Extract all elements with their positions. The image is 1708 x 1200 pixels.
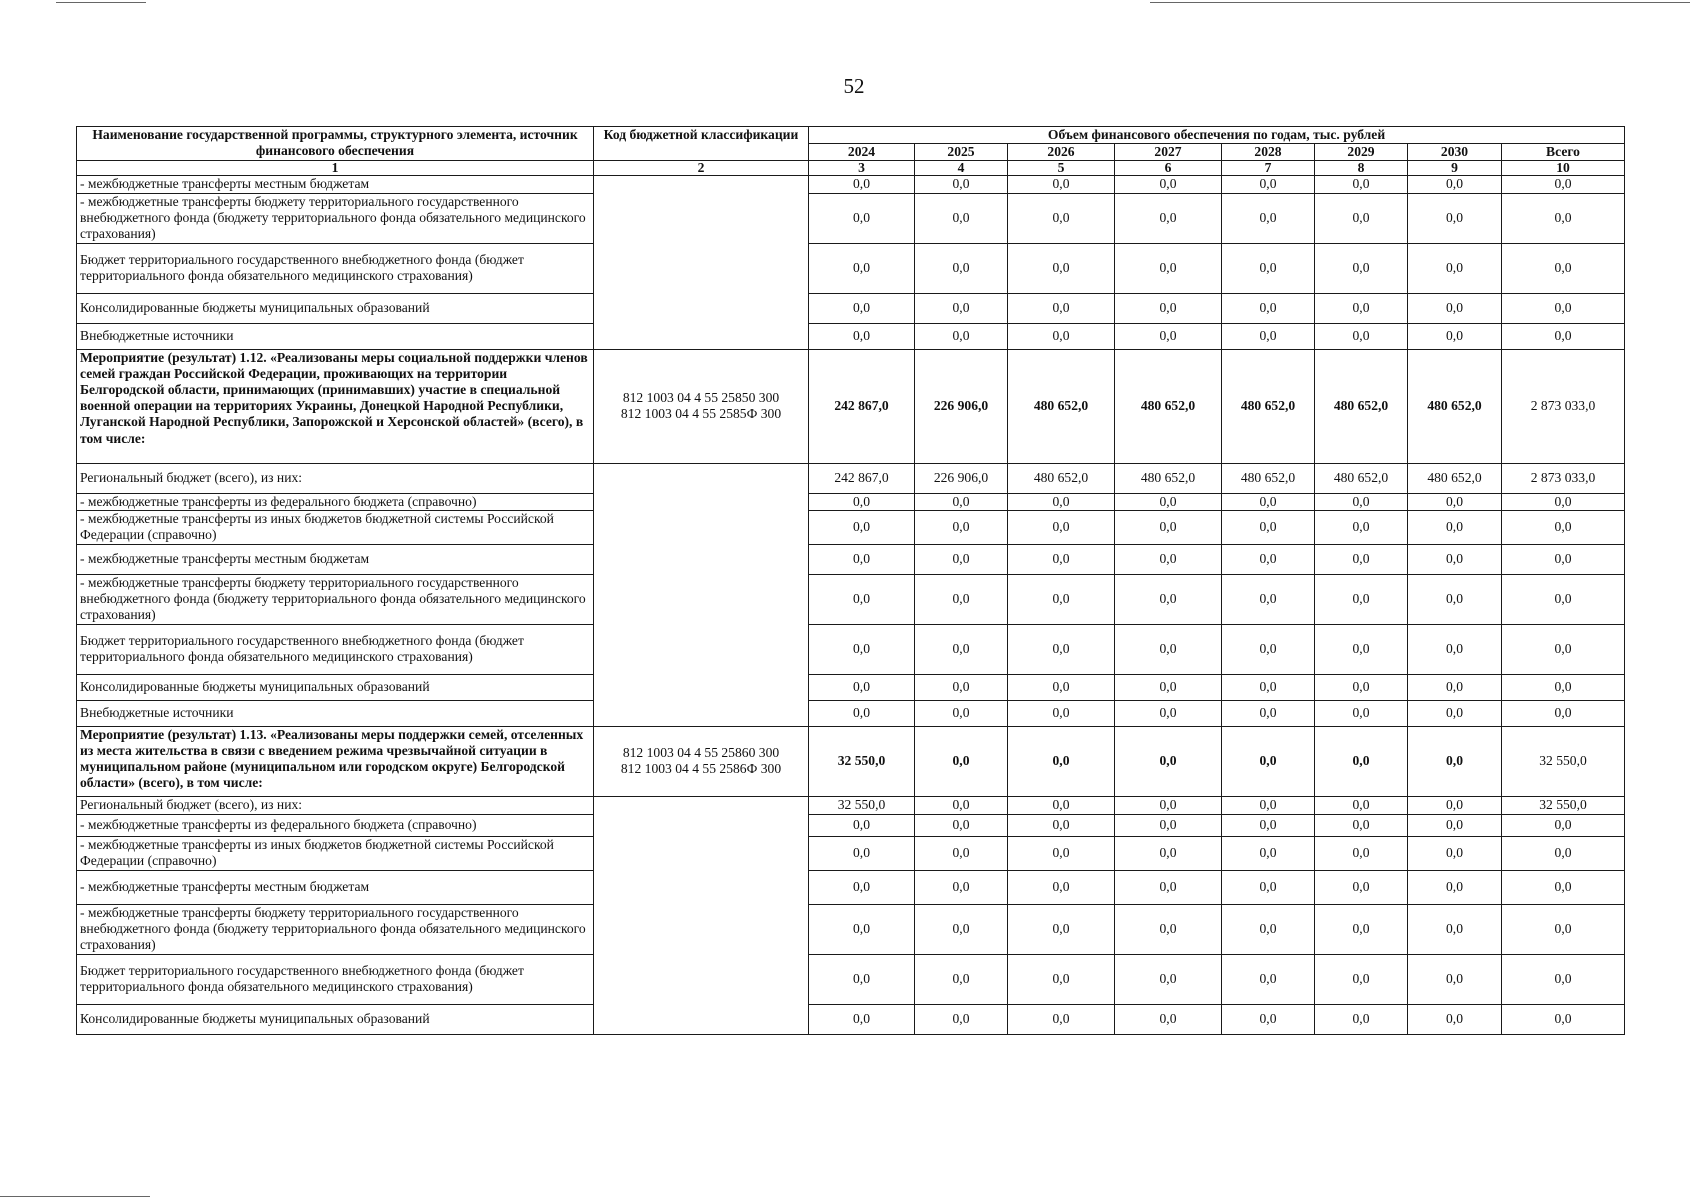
year-value: 0,0 [809, 954, 915, 1004]
year-value: 0,0 [1315, 904, 1408, 954]
year-value: 0,0 [1115, 1004, 1222, 1034]
year-value: 0,0 [1115, 176, 1222, 193]
table-row [77, 726, 1625, 796]
code-cell-empty [594, 463, 809, 726]
table-row [77, 796, 1625, 814]
row-name: - межбюджетные трансферты бюджету территориального государственного внебюджетного фонда (бюджету территориального фонда обязательного медицинского страхования) [77, 193, 594, 243]
table-row [77, 836, 1625, 870]
year-value: 0,0 [1222, 293, 1315, 323]
year-value: 0,0 [1008, 510, 1115, 544]
year-value: 480 652,0 [1222, 349, 1315, 463]
year-value: 0,0 [1408, 544, 1502, 574]
table-row [77, 463, 1625, 493]
financing-table [76, 126, 1625, 1035]
year-value: 0,0 [1222, 323, 1315, 349]
column-index: 2 [594, 161, 809, 176]
table-row [77, 624, 1625, 674]
year-value: 0,0 [809, 624, 915, 674]
table-row [77, 954, 1625, 1004]
total-value: 0,0 [1502, 674, 1625, 700]
scan-edge-line [0, 1196, 150, 1197]
year-value: 0,0 [1222, 870, 1315, 904]
table-row [77, 700, 1625, 726]
year-value: 242 867,0 [809, 349, 915, 463]
total-value: 0,0 [1502, 1004, 1625, 1034]
header-year: 2025 [915, 144, 1008, 161]
year-value: 0,0 [915, 510, 1008, 544]
year-value: 0,0 [1315, 954, 1408, 1004]
column-index: 1 [77, 161, 594, 176]
table-row [77, 574, 1625, 624]
year-value: 0,0 [1115, 493, 1222, 510]
year-value: 0,0 [1408, 700, 1502, 726]
year-value: 0,0 [1008, 176, 1115, 193]
year-value: 0,0 [809, 836, 915, 870]
table-row [77, 243, 1625, 293]
year-value: 0,0 [809, 323, 915, 349]
year-value: 0,0 [1222, 814, 1315, 836]
budget-code: 812 1003 04 4 55 25850 300 812 1003 04 4 55 2585Ф 300 [594, 349, 809, 463]
year-value: 0,0 [1115, 700, 1222, 726]
column-index: 10 [1502, 161, 1625, 176]
year-value: 0,0 [1222, 836, 1315, 870]
year-value: 0,0 [1408, 814, 1502, 836]
total-value: 32 550,0 [1502, 796, 1625, 814]
table-row [77, 176, 1625, 193]
year-value: 0,0 [1008, 836, 1115, 870]
year-value: 0,0 [1408, 323, 1502, 349]
year-value: 0,0 [915, 700, 1008, 726]
year-value: 0,0 [809, 814, 915, 836]
year-value: 0,0 [1408, 510, 1502, 544]
table-row [77, 814, 1625, 836]
row-name: Региональный бюджет (всего), из них: [77, 463, 594, 493]
year-value: 226 906,0 [915, 463, 1008, 493]
row-name: - межбюджетные трансферты из федерального бюджета (справочно) [77, 493, 594, 510]
year-value: 0,0 [1115, 904, 1222, 954]
year-value: 0,0 [915, 624, 1008, 674]
year-value: 0,0 [1008, 624, 1115, 674]
year-value: 0,0 [1315, 674, 1408, 700]
year-value: 0,0 [915, 904, 1008, 954]
page-number: 52 [843, 74, 865, 98]
measure-name: Мероприятие (результат) 1.13. «Реализованы меры поддержки семей, отселенных из места жительства в связи с введением режима чрезвычайной ситуации в муниципальном районе (муниципальном или городском округе) Белгородской области» (всего), в том числе: [77, 726, 594, 796]
header-index-row [77, 161, 1625, 176]
scan-edge-line [1150, 2, 1690, 3]
year-value: 480 652,0 [1008, 463, 1115, 493]
column-index: 3 [809, 161, 915, 176]
year-value: 0,0 [1222, 796, 1315, 814]
year-value: 226 906,0 [915, 349, 1008, 463]
total-value: 0,0 [1502, 544, 1625, 574]
year-value: 0,0 [1008, 493, 1115, 510]
year-value: 0,0 [809, 243, 915, 293]
year-value: 0,0 [1008, 796, 1115, 814]
year-value: 0,0 [1315, 1004, 1408, 1034]
year-value: 0,0 [915, 796, 1008, 814]
header-year: 2027 [1115, 144, 1222, 161]
year-value: 0,0 [915, 193, 1008, 243]
header-row [77, 127, 1625, 144]
total-value: 0,0 [1502, 323, 1625, 349]
row-name: - межбюджетные трансферты местным бюджетам [77, 870, 594, 904]
year-value: 0,0 [1408, 243, 1502, 293]
year-value: 0,0 [809, 193, 915, 243]
year-value: 0,0 [809, 700, 915, 726]
total-value: 0,0 [1502, 954, 1625, 1004]
year-value: 0,0 [1408, 293, 1502, 323]
row-name: - межбюджетные трансферты местным бюджетам [77, 544, 594, 574]
year-value: 0,0 [1008, 293, 1115, 323]
scan-edge-line [56, 2, 146, 3]
year-value: 0,0 [1408, 870, 1502, 904]
year-value: 0,0 [1222, 674, 1315, 700]
year-value: 0,0 [1008, 726, 1115, 796]
row-name: Бюджет территориального государственного внебюджетного фонда (бюджет территориального фонда обязательного медицинского страхования) [77, 243, 594, 293]
year-value: 0,0 [1315, 624, 1408, 674]
year-value: 0,0 [1315, 700, 1408, 726]
total-value: 0,0 [1502, 176, 1625, 193]
year-value: 0,0 [1315, 870, 1408, 904]
year-value: 0,0 [1315, 836, 1408, 870]
year-value: 0,0 [1008, 954, 1115, 1004]
table-row [77, 493, 1625, 510]
year-value: 242 867,0 [809, 463, 915, 493]
total-value: 0,0 [1502, 836, 1625, 870]
header-code: Код бюджетной классификации [594, 127, 809, 161]
year-value: 0,0 [1008, 243, 1115, 293]
year-value: 0,0 [1222, 904, 1315, 954]
year-value: 0,0 [1008, 674, 1115, 700]
year-value: 0,0 [915, 243, 1008, 293]
year-value: 0,0 [1115, 293, 1222, 323]
row-name: Бюджет территориального государственного внебюджетного фонда (бюджет территориального фонда обязательного медицинского страхования) [77, 624, 594, 674]
year-value: 0,0 [1315, 243, 1408, 293]
total-value: 32 550,0 [1502, 726, 1625, 796]
total-value: 0,0 [1502, 243, 1625, 293]
year-value: 0,0 [1115, 243, 1222, 293]
year-value: 0,0 [1115, 574, 1222, 624]
year-value: 0,0 [1408, 176, 1502, 193]
column-index: 8 [1315, 161, 1408, 176]
year-value: 0,0 [809, 293, 915, 323]
year-value: 0,0 [915, 293, 1008, 323]
year-value: 480 652,0 [1315, 349, 1408, 463]
total-value: 0,0 [1502, 493, 1625, 510]
year-value: 0,0 [915, 836, 1008, 870]
header-name: Наименование государственной программы, структурного элемента, источник финансового обеспечения [77, 127, 594, 161]
year-value: 0,0 [1008, 700, 1115, 726]
row-name: - межбюджетные трансферты бюджету территориального государственного внебюджетного фонда (бюджету территориального фонда обязательного медицинского страхования) [77, 574, 594, 624]
year-value: 0,0 [1315, 493, 1408, 510]
year-value: 0,0 [915, 1004, 1008, 1034]
row-name: Внебюджетные источники [77, 700, 594, 726]
header-year: 2030 [1408, 144, 1502, 161]
year-value: 0,0 [809, 674, 915, 700]
row-name: Региональный бюджет (всего), из них: [77, 796, 594, 814]
table-row [77, 349, 1625, 463]
year-value: 0,0 [809, 493, 915, 510]
year-value: 0,0 [809, 574, 915, 624]
year-value: 0,0 [1115, 544, 1222, 574]
year-value: 0,0 [809, 510, 915, 544]
year-value: 0,0 [1008, 323, 1115, 349]
total-value: 0,0 [1502, 293, 1625, 323]
year-value: 0,0 [1315, 574, 1408, 624]
year-value: 0,0 [1222, 193, 1315, 243]
year-value: 0,0 [915, 574, 1008, 624]
year-value: 0,0 [1115, 510, 1222, 544]
column-index: 9 [1408, 161, 1502, 176]
row-name: - межбюджетные трансферты местным бюджетам [77, 176, 594, 193]
header-year: 2024 [809, 144, 915, 161]
year-value: 0,0 [1115, 193, 1222, 243]
year-value: 0,0 [1008, 193, 1115, 243]
year-value: 0,0 [1008, 544, 1115, 574]
year-value: 0,0 [809, 870, 915, 904]
year-value: 0,0 [1408, 193, 1502, 243]
year-value: 480 652,0 [1222, 463, 1315, 493]
total-value: 0,0 [1502, 510, 1625, 544]
year-value: 480 652,0 [1115, 463, 1222, 493]
year-value: 0,0 [1315, 726, 1408, 796]
year-value: 0,0 [1222, 726, 1315, 796]
year-value: 480 652,0 [1115, 349, 1222, 463]
year-value: 0,0 [1008, 870, 1115, 904]
total-value: 0,0 [1502, 870, 1625, 904]
year-value: 32 550,0 [809, 796, 915, 814]
year-value: 0,0 [1222, 574, 1315, 624]
year-value: 0,0 [1315, 176, 1408, 193]
year-value: 0,0 [1115, 796, 1222, 814]
year-value: 0,0 [1222, 954, 1315, 1004]
year-value: 0,0 [915, 726, 1008, 796]
year-value: 0,0 [1222, 700, 1315, 726]
year-value: 0,0 [1008, 1004, 1115, 1034]
year-value: 480 652,0 [1315, 463, 1408, 493]
table-row [77, 674, 1625, 700]
year-value: 0,0 [1222, 510, 1315, 544]
code-cell-empty [594, 796, 809, 1034]
row-name: Консолидированные бюджеты муниципальных образований [77, 674, 594, 700]
row-name: - межбюджетные трансферты из иных бюджетов бюджетной системы Российской Федерации (справочно) [77, 510, 594, 544]
total-value: 2 873 033,0 [1502, 463, 1625, 493]
year-value: 0,0 [1008, 814, 1115, 836]
row-name: Консолидированные бюджеты муниципальных образований [77, 1004, 594, 1034]
column-index: 6 [1115, 161, 1222, 176]
year-value: 0,0 [1222, 493, 1315, 510]
year-value: 0,0 [1408, 726, 1502, 796]
year-value: 0,0 [1315, 323, 1408, 349]
year-value: 0,0 [1408, 574, 1502, 624]
year-value: 0,0 [1115, 624, 1222, 674]
table-row [77, 544, 1625, 574]
year-value: 0,0 [915, 674, 1008, 700]
year-value: 0,0 [1222, 176, 1315, 193]
year-value: 0,0 [1115, 954, 1222, 1004]
header-year: 2029 [1315, 144, 1408, 161]
year-value: 0,0 [809, 904, 915, 954]
year-value: 0,0 [915, 870, 1008, 904]
row-name: Бюджет территориального государственного внебюджетного фонда (бюджет территориального фонда обязательного медицинского страхования) [77, 954, 594, 1004]
year-value: 0,0 [1115, 726, 1222, 796]
year-value: 0,0 [1408, 904, 1502, 954]
table-row [77, 510, 1625, 544]
year-value: 0,0 [915, 544, 1008, 574]
total-value: 0,0 [1502, 904, 1625, 954]
year-value: 0,0 [1408, 493, 1502, 510]
year-value: 0,0 [915, 954, 1008, 1004]
year-value: 0,0 [1315, 510, 1408, 544]
year-value: 0,0 [1315, 814, 1408, 836]
year-value: 0,0 [1315, 796, 1408, 814]
year-value: 0,0 [915, 323, 1008, 349]
year-value: 0,0 [809, 1004, 915, 1034]
year-value: 0,0 [1115, 674, 1222, 700]
table-row [77, 293, 1625, 323]
row-name: Внебюджетные источники [77, 323, 594, 349]
year-value: 0,0 [1408, 796, 1502, 814]
header-volume: Объем финансового обеспечения по годам, тыс. рублей [809, 127, 1625, 144]
year-value: 0,0 [1222, 624, 1315, 674]
table-row [77, 193, 1625, 243]
year-value: 0,0 [915, 176, 1008, 193]
year-value: 0,0 [1115, 870, 1222, 904]
total-value: 0,0 [1502, 193, 1625, 243]
row-name: - межбюджетные трансферты бюджету территориального государственного внебюджетного фонда (бюджету территориального фонда обязательного медицинского страхования) [77, 904, 594, 954]
year-value: 480 652,0 [1408, 349, 1502, 463]
year-value: 0,0 [1115, 323, 1222, 349]
total-value: 0,0 [1502, 700, 1625, 726]
measure-name: Мероприятие (результат) 1.12. «Реализованы меры социальной поддержки членов семей граждан Российской Федерации, проживающих на территории Белгородской области, принимающих (принимавших) участие в специальной военной операции на территориях Украины, Донецкой Народной Республики, Луганской Народной Республики, Запорожской и Херсонской областей» (всего), в том числе: [77, 349, 594, 463]
year-value: 0,0 [809, 544, 915, 574]
code-cell-empty [594, 176, 809, 349]
year-value: 0,0 [1315, 293, 1408, 323]
column-index: 7 [1222, 161, 1315, 176]
header-year: 2028 [1222, 144, 1315, 161]
column-index: 4 [915, 161, 1008, 176]
column-index: 5 [1008, 161, 1115, 176]
header-total: Всего [1502, 144, 1625, 161]
year-value: 0,0 [915, 493, 1008, 510]
year-value: 0,0 [1408, 624, 1502, 674]
year-value: 0,0 [915, 814, 1008, 836]
year-value: 0,0 [1008, 574, 1115, 624]
year-value: 32 550,0 [809, 726, 915, 796]
year-value: 0,0 [1408, 954, 1502, 1004]
year-value: 0,0 [1315, 544, 1408, 574]
year-value: 480 652,0 [1008, 349, 1115, 463]
year-value: 0,0 [1222, 544, 1315, 574]
table-row [77, 870, 1625, 904]
table-row [77, 323, 1625, 349]
row-name: - межбюджетные трансферты из иных бюджетов бюджетной системы Российской Федерации (справочно) [77, 836, 594, 870]
year-value: 0,0 [1315, 193, 1408, 243]
table-row [77, 1004, 1625, 1034]
row-name: - межбюджетные трансферты из федерального бюджета (справочно) [77, 814, 594, 836]
year-value: 0,0 [1008, 904, 1115, 954]
year-value: 0,0 [1115, 836, 1222, 870]
header-year: 2026 [1008, 144, 1115, 161]
total-value: 0,0 [1502, 814, 1625, 836]
table-row [77, 904, 1625, 954]
year-value: 0,0 [1408, 674, 1502, 700]
year-value: 0,0 [1222, 1004, 1315, 1034]
row-name: Консолидированные бюджеты муниципальных образований [77, 293, 594, 323]
year-value: 480 652,0 [1408, 463, 1502, 493]
total-value: 2 873 033,0 [1502, 349, 1625, 463]
year-value: 0,0 [1408, 1004, 1502, 1034]
year-value: 0,0 [1408, 836, 1502, 870]
total-value: 0,0 [1502, 574, 1625, 624]
budget-code: 812 1003 04 4 55 25860 300 812 1003 04 4 55 2586Ф 300 [594, 726, 809, 796]
year-value: 0,0 [809, 176, 915, 193]
year-value: 0,0 [1115, 814, 1222, 836]
year-value: 0,0 [1222, 243, 1315, 293]
total-value: 0,0 [1502, 624, 1625, 674]
